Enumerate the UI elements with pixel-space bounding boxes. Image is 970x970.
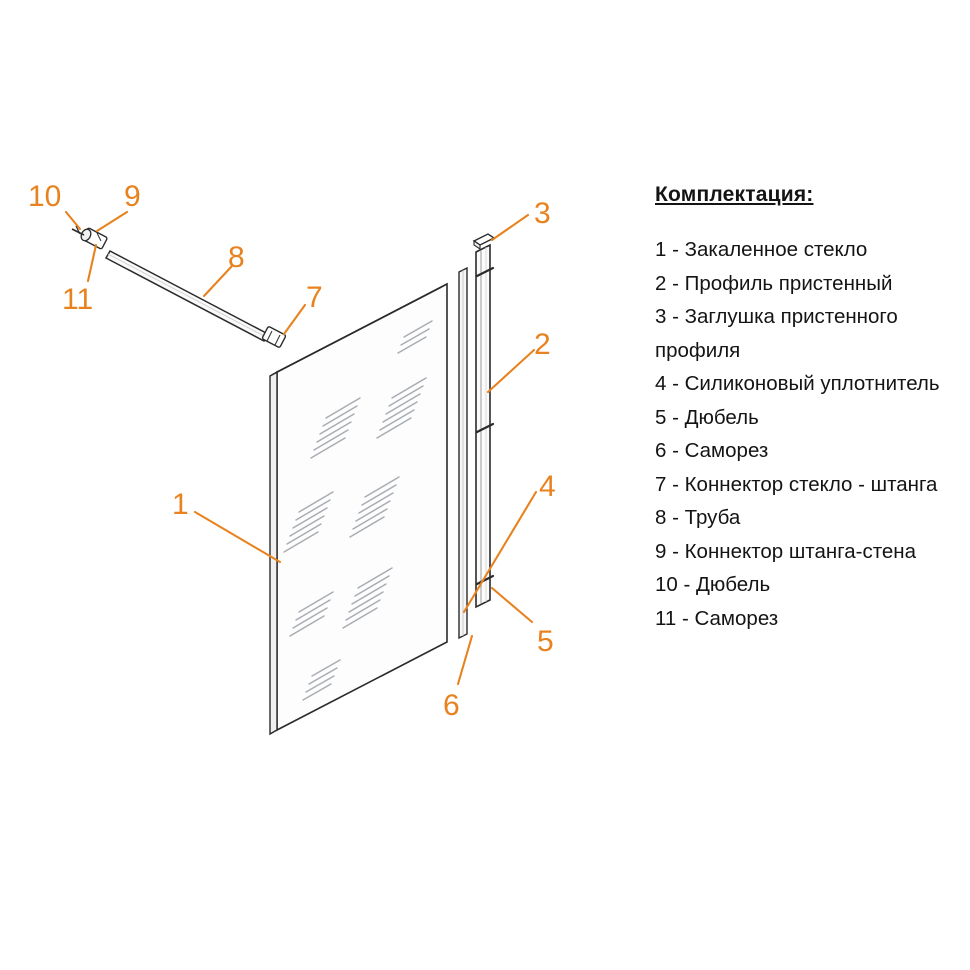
callout-3: 3 [534, 197, 551, 230]
legend-item-1: 1 - Закаленное стекло [655, 238, 868, 261]
tempered-glass-panel [270, 281, 447, 734]
legend-title: Комплектация: [655, 183, 814, 206]
callout-10: 10 [28, 180, 62, 213]
legend-item-6: 6 - Саморез [655, 439, 769, 462]
callout-5: 5 [537, 625, 554, 658]
legend-item-3: 3 - Заглушка пристенного профиля [655, 305, 898, 362]
callout-7: 7 [306, 281, 323, 314]
callout-4: 4 [539, 470, 556, 503]
legend-item-4: 4 - Силиконовый уплотнитель [655, 372, 940, 395]
profile-cap [474, 234, 494, 249]
legend-panel [655, 183, 965, 635]
legend-item-10: 10 - Дюбель [655, 573, 771, 596]
callout-11: 11 [62, 283, 94, 316]
legend-item-7: 7 - Коннектор стекло - штанга [655, 472, 938, 496]
bar-to-wall-connector [79, 228, 107, 250]
legend-item-9: 9 - Коннектор штанга-стена [655, 539, 916, 563]
legend-item-11: 11 - Саморез [655, 606, 779, 630]
glass-to-bar-connector [262, 326, 286, 348]
legend-item-8: 8 - Труба [655, 506, 741, 529]
legend-item-5: 5 - Дюбель [655, 405, 759, 429]
legend-item-2: 2 - Профиль пристенный [655, 271, 893, 295]
silicone-seal [459, 268, 467, 638]
callout-1: 1 [172, 488, 189, 521]
callout-8: 8 [228, 241, 245, 274]
legend-list [655, 233, 965, 635]
callout-9: 9 [124, 180, 141, 213]
callout-2: 2 [534, 328, 551, 361]
callout-6: 6 [443, 689, 460, 722]
